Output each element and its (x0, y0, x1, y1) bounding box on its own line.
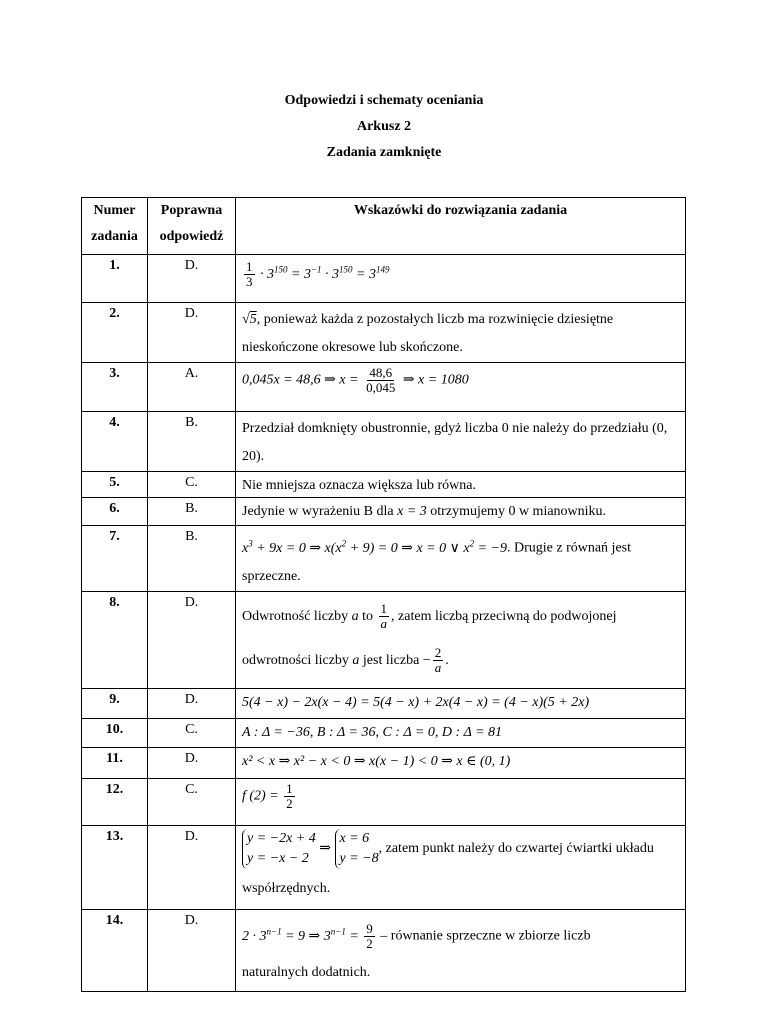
table-row: 6. B. Jedynie w wyrażeniu B dla x = 3 otrzymujemy 0 w mianowniku. (82, 498, 686, 526)
section-title: Zadania zamknięte (326, 145, 442, 160)
table-row: 10. C. A : Δ = −36, B : Δ = 36, C : Δ = 0, D : Δ = 81 (82, 718, 686, 747)
hint-cell: 0,045x = 48,6 ⇒ x = $\frac{48,6}{0,045}$ ⇒ x = 1080 (236, 363, 686, 412)
table-row: 13. D. y = −2x + 4 y = −x − 2 ⇒ x = 6 y = −8, zatem punkt należy do czwartej ćwiartki układu współrzędnych. (82, 825, 686, 909)
table-row: 12. C. f (2) = $\frac{1}{2}$ (82, 778, 686, 825)
table-row: 1. D. $\frac{1}{3}$ · $3^{150} = 3^{-1} \cdot 3^{150} = 3^{149}$ (82, 255, 686, 303)
hint-cell: A : Δ = −36, B : Δ = 36, C : Δ = 0, D : Δ = 81 (236, 718, 686, 747)
hint-cell: Odwrotność liczby a to $\frac{1}{a}$ , zatem liczbą przeciwną do podwojonej odwrotności liczby a jest liczba − $\frac{2}{a}$ . (236, 591, 686, 688)
answer-table (81, 197, 686, 992)
table-row: 7. B. $x^3 + 9x = 0$ ⇒ $x(x^2 + 9) = 0$ ⇒ x = 0 ∨ $x^2 = -9$. Drugie z równań jest sprzeczne. (82, 526, 686, 592)
document-title: Odpowiedzi i schematy oceniania (284, 93, 484, 108)
table-row: 2. D. √5, ponieważ każda z pozostałych liczb ma rozwinięcie dziesiętne nieskończone okresowe lub skończone. (82, 303, 686, 363)
hint-cell: x² < x ⇒ x² − x < 0 ⇒ x(x − 1) < 0 ⇒ x ∈ (0, 1) (236, 747, 686, 778)
sheet-label: Arkusz 2 (356, 119, 412, 134)
hint-cell: $2 \cdot 3^{n-1} = 9$ ⇒ $3^{n-1}$ = $\frac{9}{2}$ – równanie sprzeczne w zbiorze liczb naturalnych dodatnich. (236, 909, 686, 991)
hint-cell: 5(4 − x) − 2x(x − 4) = 5(4 − x) + 2x(4 − x) = (4 − x)(5 + 2x) (236, 688, 686, 718)
hint-cell: $x^3 + 9x = 0$ ⇒ $x(x^2 + 9) = 0$ ⇒ x = 0 ∨ $x^2 = -9$. Drugie z równań jest sprzeczne. (236, 526, 686, 592)
table-row: 9. D. 5(4 − x) − 2x(x − 4) = 5(4 − x) + 2x(4 − x) = (4 − x)(5 + 2x) (82, 688, 686, 718)
header-task-number: Numer zadania (82, 198, 148, 255)
hint-cell: f (2) = $\frac{1}{2}$ (236, 778, 686, 825)
table-row: 8. D. Odwrotność liczby a to $\frac{1}{a}$ , zatem liczbą przeciwną do podwojonej odwrotności liczby a jest liczba − $\frac{2}{a}$ . (82, 591, 686, 688)
hint-cell: Nie mniejsza oznacza większa lub równa. (236, 472, 686, 498)
table-row: 14. D. $2 \cdot 3^{n-1} = 9$ ⇒ $3^{n-1}$ = $\frac{9}{2}$ – równanie sprzeczne w zbiorze liczb naturalnych dodatnich. (82, 909, 686, 991)
table-row: 11. D. x² < x ⇒ x² − x < 0 ⇒ x(x − 1) < 0 ⇒ x ∈ (0, 1) (82, 747, 686, 778)
table-row: 4. B. Przedział domknięty obustronnie, gdyż liczba 0 nie należy do przedziału (0, 20). (82, 412, 686, 472)
hint-cell: Przedział domknięty obustronnie, gdyż liczba 0 nie należy do przedziału (0, 20). (236, 412, 686, 472)
hint-cell: $\frac{1}{3}$ · $3^{150} = 3^{-1} \cdot 3^{150} = 3^{149}$ (236, 255, 686, 303)
header-hints: Wskazówki do rozwiązania zadania (236, 198, 686, 255)
hint-cell: y = −2x + 4 y = −x − 2 ⇒ x = 6 y = −8, zatem punkt należy do czwartej ćwiartki układu współrzędnych. (236, 825, 686, 909)
header-correct-answer: Poprawna odpowiedź (148, 198, 236, 255)
table-row: 5. C. Nie mniejsza oznacza większa lub równa. (82, 472, 686, 498)
table-row: 3. A. 0,045x = 48,6 ⇒ x = $\frac{48,6}{0,045}$ ⇒ x = 1080 (82, 363, 686, 412)
table-header-row (82, 198, 686, 255)
hint-cell: Jedynie w wyrażeniu B dla x = 3 otrzymujemy 0 w mianowniku. (236, 498, 686, 526)
hint-cell: √5, ponieważ każda z pozostałych liczb ma rozwinięcie dziesiętne nieskończone okresowe lub skończone. (236, 303, 686, 363)
